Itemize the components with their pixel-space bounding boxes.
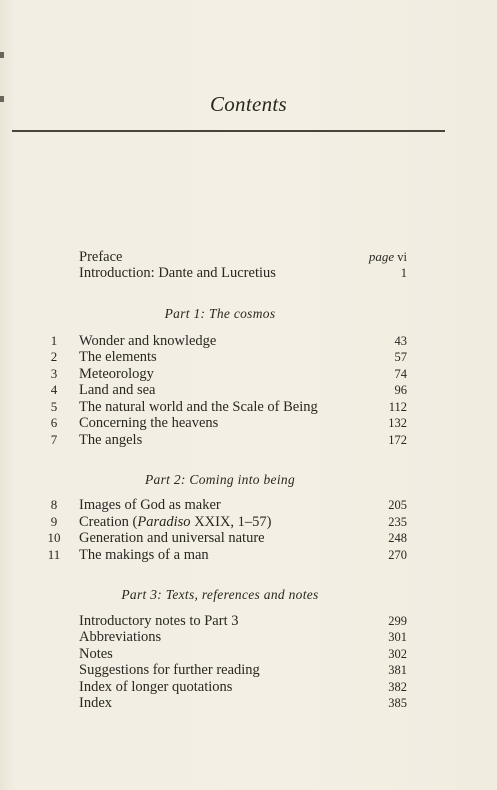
toc-entry <box>0 415 497 431</box>
entry-label: Images of God as maker <box>79 497 221 513</box>
part-heading: Part 1: The cosmos <box>164 306 276 321</box>
toc-entry <box>0 399 497 415</box>
entry-label-post: XXIX, 1–57) <box>190 514 272 530</box>
chapter-number: 8 <box>50 497 58 512</box>
entry-label: The makings of a man <box>79 547 209 563</box>
entry-label: Wonder and knowledge <box>79 333 217 349</box>
entry-page: 172 <box>388 433 407 447</box>
page-word: page <box>368 249 395 264</box>
chapter-number: 4 <box>50 382 58 397</box>
chapter-number: 2 <box>50 349 58 364</box>
toc-entry <box>0 629 497 645</box>
entry-page: 248 <box>388 531 407 545</box>
entry-page: 381 <box>388 663 407 677</box>
entry-label: Concerning the heavens <box>79 415 219 431</box>
toc-entry <box>0 646 497 662</box>
chapter-number: 6 <box>50 415 58 430</box>
toc-entry <box>0 333 497 349</box>
entry-page: 96 <box>394 383 407 397</box>
toc-entry <box>0 382 497 398</box>
entry-label: Land and sea <box>79 382 156 398</box>
entry-label: Notes <box>79 646 113 662</box>
page-edge-mark <box>0 52 4 58</box>
entry-page: 270 <box>388 548 407 562</box>
entry-label: The elements <box>79 349 157 365</box>
entry-label: Index <box>79 695 113 711</box>
entry-page: 1 <box>400 266 407 280</box>
chapter-number: 9 <box>50 514 58 529</box>
chapter-number: 10 <box>47 530 61 545</box>
entry-page <box>369 249 407 265</box>
entry-label-pre: Creation ( <box>79 514 138 530</box>
chapter-number: 11 <box>47 547 61 562</box>
chapter-number: 5 <box>50 399 58 414</box>
entry-page: 385 <box>388 696 407 710</box>
toc-entry <box>0 249 497 265</box>
entry-page: 57 <box>394 350 407 364</box>
chapter-number: 1 <box>50 333 58 348</box>
entry-page: 382 <box>388 680 407 694</box>
toc-entry <box>0 349 497 365</box>
chapter-number: 3 <box>50 366 58 381</box>
entry-label: The natural world and the Scale of Being <box>79 399 318 415</box>
title-rule <box>12 130 445 132</box>
toc-entry <box>0 679 497 695</box>
entry-page: 301 <box>388 630 407 644</box>
toc-entry <box>0 366 497 382</box>
toc-entry <box>0 265 497 281</box>
entry-page: 205 <box>388 498 407 512</box>
page-number: vi <box>397 250 407 264</box>
entry-label: Index of longer quotations <box>79 679 233 695</box>
toc-entry <box>0 547 497 563</box>
entry-label: Suggestions for further reading <box>79 662 260 678</box>
entry-label: Introductory notes to Part 3 <box>79 613 239 629</box>
toc-entry <box>0 497 497 513</box>
entry-page: 74 <box>394 367 407 381</box>
entry-label: Preface <box>79 249 123 265</box>
toc-entry <box>0 514 497 530</box>
entry-page: 112 <box>388 400 407 414</box>
toc-entry <box>0 530 497 546</box>
entry-label: The angels <box>79 432 143 448</box>
entry-page: 235 <box>388 515 407 529</box>
entry-label-italic: Paradiso <box>137 514 191 530</box>
entry-page: 132 <box>388 416 407 430</box>
toc-entry <box>0 432 497 448</box>
entry-label: Meteorology <box>79 366 154 382</box>
entry-label: Introduction: Dante and Lucretius <box>79 265 276 281</box>
entry-page: 299 <box>388 614 407 628</box>
entry-label: Abbreviations <box>79 629 162 645</box>
entry-page: 43 <box>394 334 407 348</box>
chapter-number: 7 <box>50 432 58 447</box>
part-heading: Part 2: Coming into being <box>145 472 295 487</box>
toc-entry <box>0 613 497 629</box>
entry-label <box>79 514 272 530</box>
page-title: Contents <box>209 92 288 116</box>
toc-entry <box>0 662 497 678</box>
toc-entry <box>0 695 497 711</box>
entry-page: 302 <box>388 647 407 661</box>
part-heading: Part 3: Texts, references and notes <box>121 587 319 602</box>
entry-label: Generation and universal nature <box>79 530 265 546</box>
